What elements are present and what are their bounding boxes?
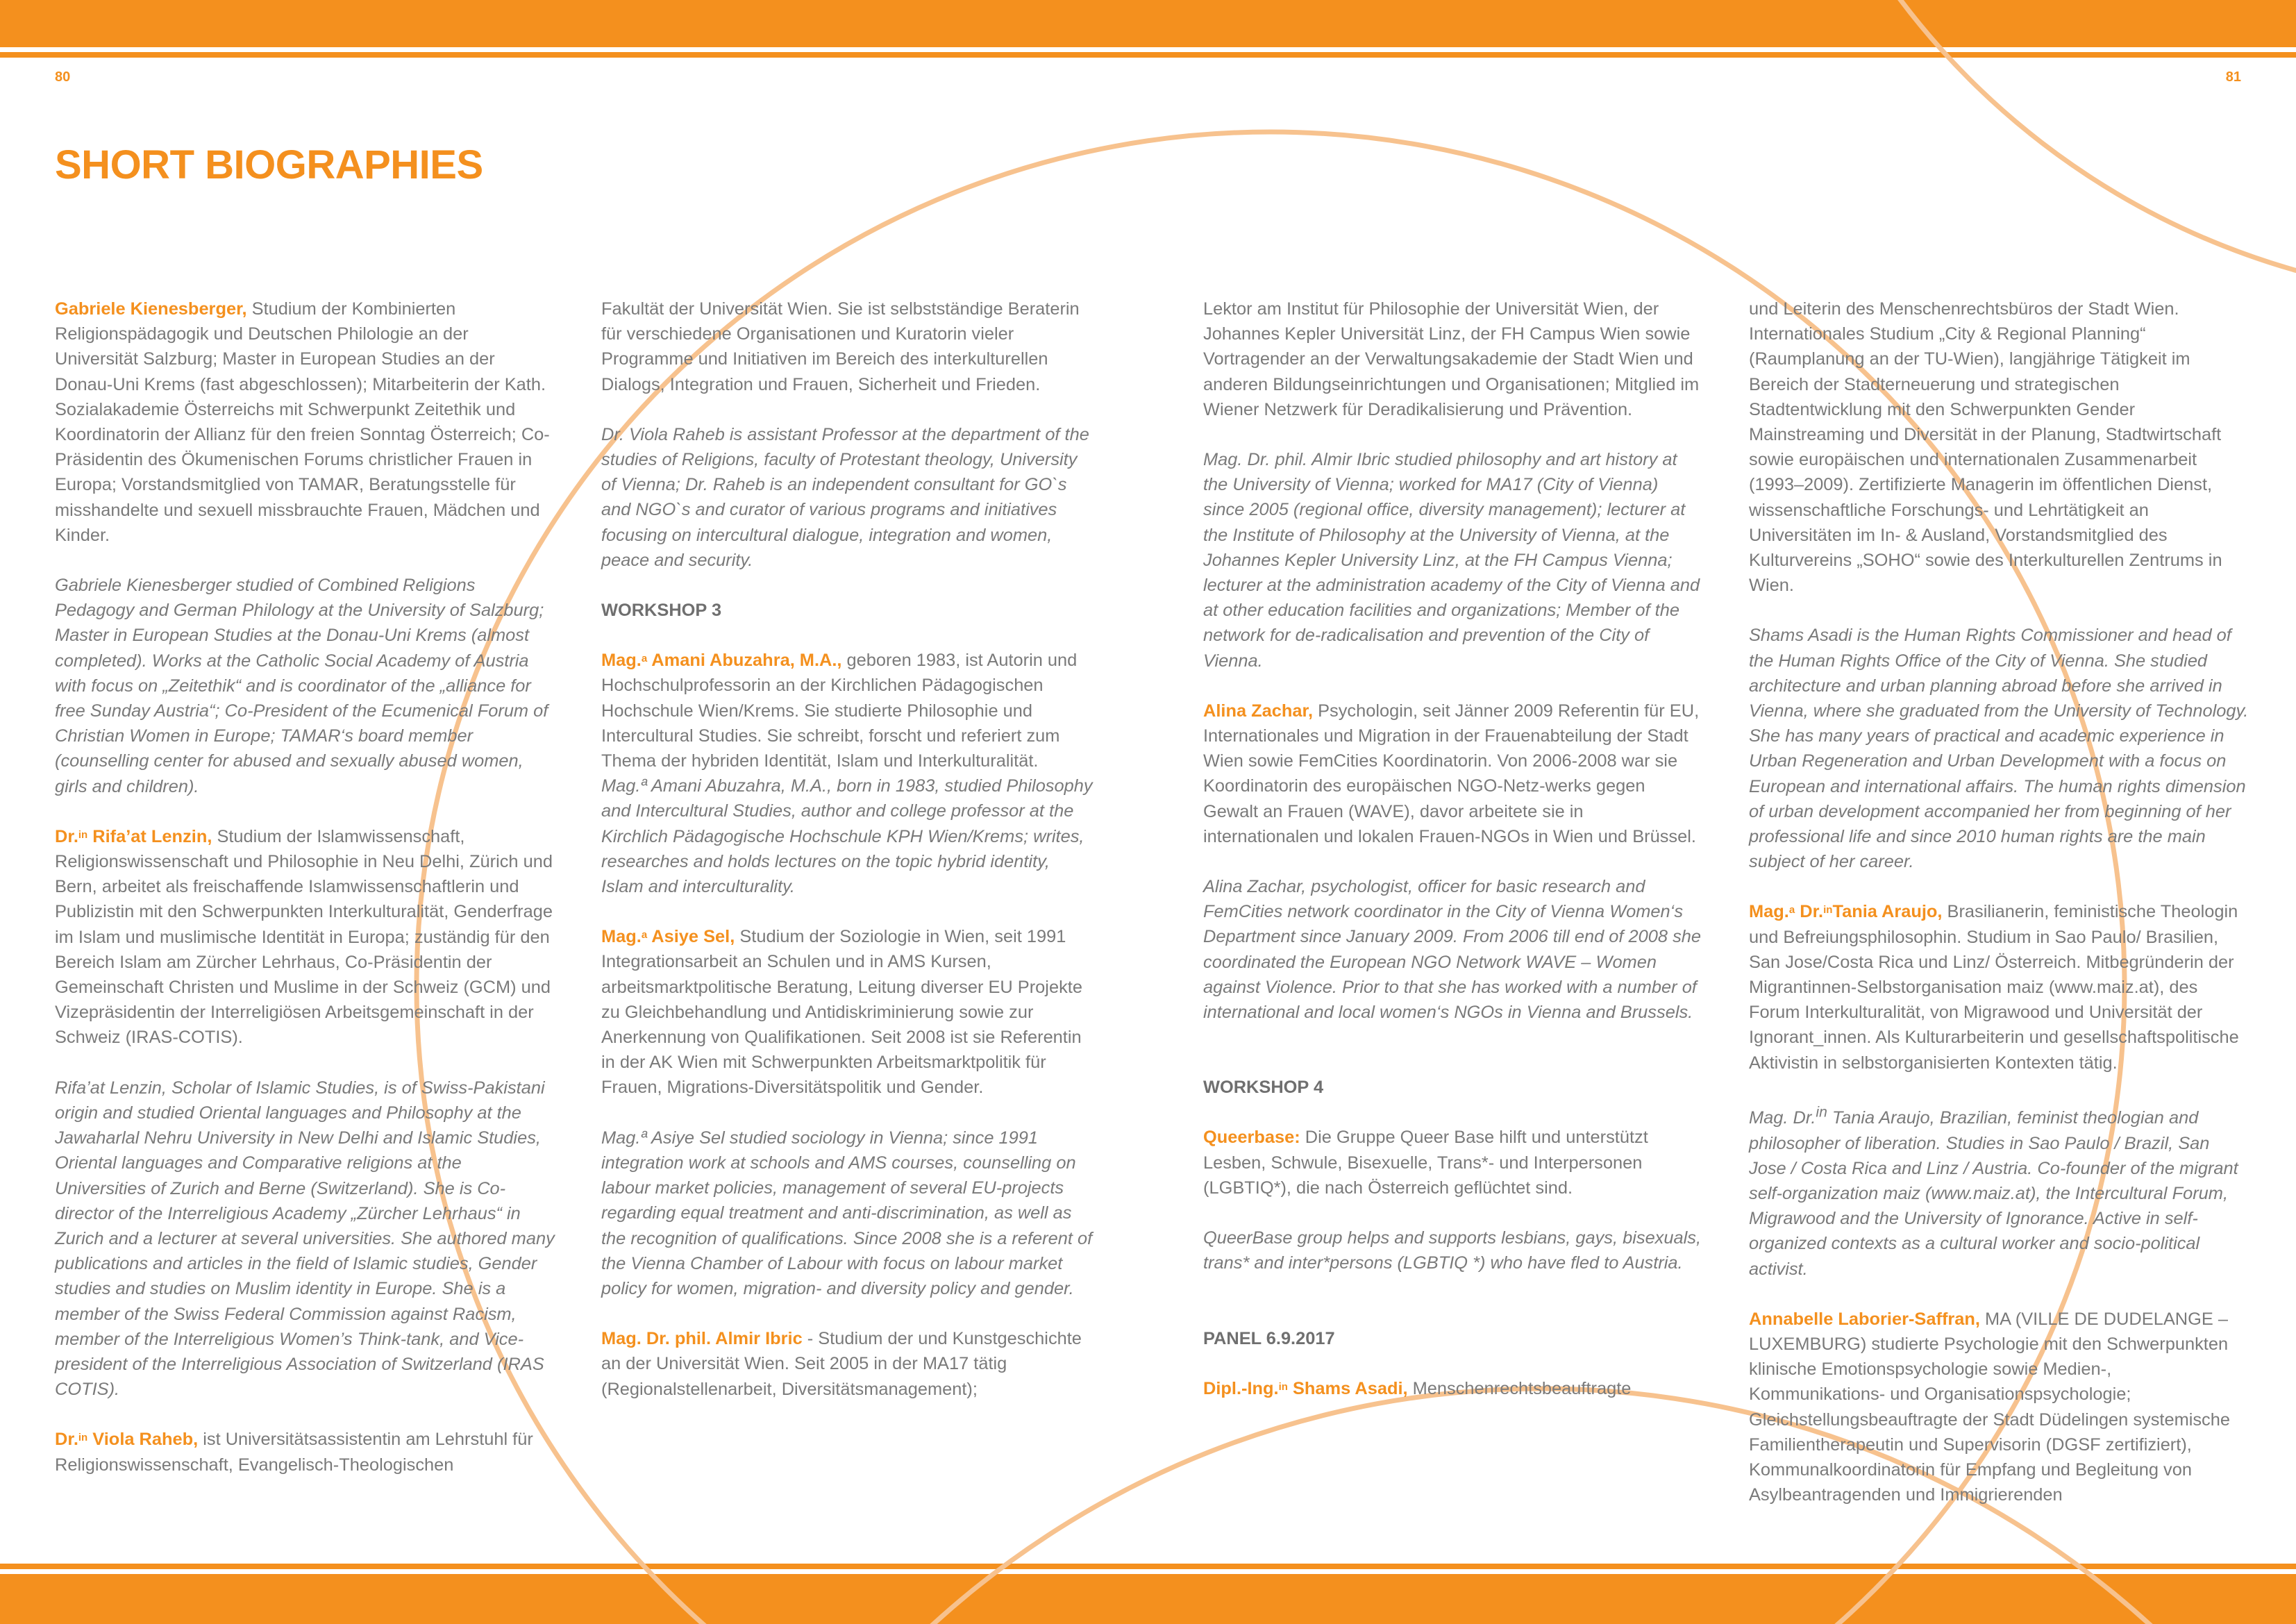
bio-text-en: Dr. Viola Raheb is assistant Professor at the department of the studies of Religions, faculty of Protestant theology, University of Vienna; Dr. Raheb is an independent consultant for GO`s and NGO`s and curator of various programs and initiatives focusing on intercultural dialogue, integration and women, peace and security. bbox=[601, 424, 1089, 570]
bio-text-en: Alina Zachar, psychologist, officer for basic research and FemCities network coordinator in the City of Vienna Women‘s Department since January 2009. From 2006 till end of 2008 she coordinated the European NGO Network WAVE – Women against Violence. Prior to that she has worked with a number of international and local women‘s NGOs in Vienna and Brussels. bbox=[1203, 877, 1702, 1023]
name-text: Shams Asadi, bbox=[1287, 1378, 1408, 1398]
bio-name: Gabriele Kienesberger, bbox=[55, 299, 247, 319]
en-text: Tania Araujo, Brazilian, feminist theologian and philosopher of liberation. Studies in Sao Paulo / Brazil, San Jose / Costa Rica and Linz / Austria. Co-founder of the migrant self-organization maiz (www.maiz.at), the Intercultural Forum, Migrawood and the University of Ignorance. Active in self-organized contexts as a cultural worker and socio-political activist. bbox=[1749, 1108, 2238, 1279]
name-text: Amani Abuzahra, M.A., bbox=[647, 651, 842, 671]
bio-zachar-en bbox=[1203, 874, 1703, 1025]
bio-abuzahra-en bbox=[601, 773, 1094, 899]
name-prefix: Mag. bbox=[601, 651, 642, 671]
name-prefix-sup: a bbox=[641, 653, 648, 665]
bio-asadi-de bbox=[1203, 1376, 1703, 1401]
bio-name: Annabelle Laborier-Saffran, bbox=[1749, 1309, 1980, 1329]
bio-queerbase-de bbox=[1203, 1125, 1703, 1200]
bio-raheb-de bbox=[55, 1427, 555, 1477]
top-band-thick bbox=[0, 0, 2296, 47]
name-prefix-2-sup: in bbox=[1823, 904, 1833, 916]
column-4 bbox=[1749, 296, 2249, 1507]
bio-text: MA (VILLE DE DUDELANGE – LUXEMBURG) studierte Psychologie mit den Schwerpunkten klinische Emotionspsychologie sowie Medien-, Kommunikations- und Organisationspsychologie; Gleichstellungsbeauftragte der Stadt Düdelingen systemische Familientherapeutin und Supervisorin (DGSF zertifiziert), Kommunalkoordinatorin für Empfang und Begleitung von Asylbeantragenden und Immigrierenden bbox=[1749, 1309, 2230, 1505]
name-prefix: Dr. bbox=[55, 826, 78, 846]
bio-raheb-en bbox=[601, 422, 1094, 573]
bio-raheb-de-cont: Fakultät der Universität Wien. Sie ist selbstständige Beraterin für verschiedene Organisationen und Kuratorin vieler Programme und Initiativen im Bereich des interkulturellen Dialogs, Integration und Frauen, Sicherheit und Frieden. bbox=[601, 299, 1080, 394]
name-prefix-sup: in bbox=[78, 828, 88, 841]
name-prefix-2: Dr. bbox=[1795, 902, 1824, 922]
page-number-right: 81 bbox=[2225, 69, 2241, 85]
bio-text: Brasilianerin, feministische Theologin und Befreiungsphilosophin. Studium in Sao Paulo/ Brasilien, San Jose/Costa Rica und Linz/ Österreich. Mitbegründerin der Migrantinnen-Selbstorganisation maiz (www.maiz.at), des Forum Interkulturalität, von Migrawood und Universität der Ignorant_innen. Als Kulturarbeiterin und gesellschaftspolitische Aktivistin in selbstorganisierten Kontexten tätig. bbox=[1749, 902, 2239, 1073]
bio-araujo-en bbox=[1749, 1100, 2249, 1282]
bio-text-en: Rifa’at Lenzin, Scholar of Islamic Studies, is of Swiss-Pakistani origin and studied Oriental languages and Philosophy at the Jawaharlal Nehru University in New Delhi and Islamic Studies, Oriental languages and Comparative religions at the Universities of Zurich and Berne (Switzerland). She is Co-director of the Interreligious Academy „Zürcher Lehrhaus“ in Zurich and a lecturer at several universities. She authored many publications and articles in the field of Islamic studies, Gender studies and studies on Muslim identity in Europe. She is a member of the Swiss Federal Commission against Racism, member of the Interreligious Women’s Think-tank, and Vice-president of the Interreligious Association of Switzerland (IRAS COTIS). bbox=[55, 1078, 555, 1400]
bio-kienesberger-de bbox=[55, 296, 555, 548]
bio-laborier-de bbox=[1749, 1307, 2249, 1508]
page-title: SHORT BIOGRAPHIES bbox=[55, 142, 483, 187]
bio-ibric-de bbox=[601, 1326, 1094, 1402]
bio-queerbase-en bbox=[1203, 1225, 1703, 1275]
section-heading-workshop-3: WORKSHOP 3 bbox=[601, 601, 722, 621]
bio-ibric-de-cont: Lektor am Institut für Philosophie der Universität Wien, der Johannes Kepler Universität Linz, der FH Campus Wien sowie Vortragender an der Verwaltungsakademie der Stadt Wien und anderen Bildungseinrichtungen und Organisationen; Mitglied im Wiener Netzwerk für Deradikalisierung und Prävention. bbox=[1203, 299, 1700, 419]
bio-name bbox=[601, 651, 841, 670]
bio-kienesberger-en bbox=[55, 573, 555, 799]
bio-name bbox=[1203, 1379, 1408, 1398]
bio-name bbox=[55, 1430, 198, 1449]
bio-text: Studium der Soziologie in Wien, seit 1991 Integrationsarbeit an Schulen und in AMS Kursen, arbeitsmarktpolitische Beratung, Leitung diverser EU Projekte zu Gleichbehandlung und Antidiskriminierung sowie zur Anerkennung von Qualifikationen. Seit 2008 ist sie Referentin in der AK Wien mit Schwerpunkten Arbeitsmarktpolitik für Frauen, Migrations-Diversitätspolitik und Gender. bbox=[601, 927, 1082, 1098]
column-2 bbox=[601, 296, 1094, 1402]
bio-text: - Studium der und Kunstgeschichte an der Universität Wien. Seit 2005 in der MA17 tätig (Regionalstellenarbeit, Diversitätsmanagement); bbox=[601, 1329, 1082, 1399]
bio-ibric-en bbox=[1203, 447, 1703, 673]
column-1 bbox=[55, 296, 555, 1477]
bio-text-en: QueerBase group helps and supports lesbians, gays, bisexuals, trans* and inter*persons (LGBTIQ *) who have fled to Austria. bbox=[1203, 1228, 1702, 1273]
bio-asadi-de-cont: und Leiterin des Menschenrechtsbüros der Stadt Wien. Internationales Studium „City & Regional Planning“ (Raumplanung an der TU-Wien), langjährige Tätigkeit im Bereich der Stadterneuerung und strategischen Stadtentwicklung mit den Schwerpunkten Gender Mainstreaming und Diversität in der Planung, Stadtwirtschaft sowie europäischen und internationalen Zusammenarbeit (1993–2009). Zertifizierte Managerin im öffentlichen Dienst, wissenschaftliche Forschungs- und Lehrtätigkeit an Universitäten im In- & Ausland, Vorstandsmitglied des Kulturvereins „SOHO“ sowie des Interkulturellen Zentrums in Wien. bbox=[1749, 299, 2222, 596]
name-prefix-sup: a bbox=[641, 929, 648, 941]
name-text: Tania Araujo, bbox=[1832, 902, 1943, 922]
bio-lenzin-en bbox=[55, 1075, 555, 1403]
name-prefix-sup: in bbox=[78, 1432, 88, 1444]
bio-text: Studium der Kombinierten Religionspädagogik und Deutschen Philologie an der Universität Salzburg; Master in European Studies an der Donau-Uni Krems (fast abgeschlossen); Mitarbeiterin der Kath. Sozialakademie Österreichs mit Schwerpunkt Zeitethik und Koordinatorin der Allianz für den freien Sonntag Österreich; Co-Präsidentin des Ökumenischen Forums christlicher Frauen in Europa; Vorstandsmitglied von TAMAR, Beratungsstelle für misshandelte und sexuell missbrauchte Frauen, Mädchen und Kinder. bbox=[55, 299, 550, 545]
en-prefix-sup: in bbox=[1816, 1104, 1827, 1121]
bio-name: Alina Zachar, bbox=[1203, 701, 1314, 721]
bio-text: geboren 1983, ist Autorin und Hochschulprofessorin an der Kirchlichen Pädagogischen Hochschule Wien/Krems. Sie studierte Philosophie und Intercultural Studies. Sie schreibt, forscht und referiert zum Thema der hybriden Identität, Islam und Interkulturalität. bbox=[601, 651, 1078, 771]
bio-text: ist Universitätsassistentin am Lehrstuhl für Religionswissenschaft, Evangelisch-Theologischen bbox=[55, 1430, 533, 1475]
bio-name bbox=[55, 827, 212, 846]
name-text: Viola Raheb, bbox=[87, 1430, 199, 1450]
bottom-band-thin bbox=[0, 1564, 2296, 1569]
name-text: Asiye Sel, bbox=[647, 927, 735, 947]
bio-abuzahra-de bbox=[601, 648, 1094, 773]
bio-text: Studium der Islamwissenschaft, Religionswissenschaft und Philosophie in Neu Delhi, Zürich und Bern, arbeitet als freischaffende Islamwissenschaftlerin und Publizistin mit den Schwerpunkten Interkulturalität, Genderfrage im Islam und muslimische Identität in Europa; zuständig für den Bereich Islam am Zürcher Lehrhaus, Co-Präsidentin der Gemeinschaft Christen und Muslime in der Schweiz (GCM) und Vizepräsidentin der Interreligiösen Arbeitsgemeinschaft in der Schweiz (IRAS-COTIS). bbox=[55, 826, 553, 1048]
name-prefix: Mag. bbox=[601, 927, 642, 947]
page-number-left: 80 bbox=[55, 69, 71, 85]
bio-araujo-de bbox=[1749, 899, 2249, 1075]
section-heading-workshop-4: WORKSHOP 4 bbox=[1203, 1078, 1324, 1098]
name-text: Rifa’at Lenzin, bbox=[87, 826, 212, 846]
name-prefix: Dipl.-Ing. bbox=[1203, 1378, 1279, 1398]
column-3 bbox=[1203, 296, 1703, 1401]
bio-text-en: Mag. Dr. phil. Almir Ibric studied philosophy and art history at the University of Vienna; worked for MA17 (City of Vienna) since 2005 (regional office, diversity management); lecturer at the Institute of Philosophy at the University of Vienna, at the Johannes Kepler University Linz, at the FH Campus Vienna; lecturer at the administration academy of the City of Vienna and at other education facilities and organizations; Member of the network for de-radicalisation and prevention of the City of Vienna. bbox=[1203, 450, 1700, 671]
bio-lenzin-de bbox=[55, 824, 555, 1050]
top-band-thin bbox=[0, 52, 2296, 58]
name-prefix: Mag. bbox=[1749, 902, 1789, 922]
bio-text-en: Mag.ª Amani Abuzahra, M.A., born in 1983, studied Philosophy and Intercultural Studies, author and college professor at the Kirchlich Pädagogische Hochschule KPH Wien/Krems; writes, researches and holds lectures on the topic hybrid identity, Islam and interculturality. bbox=[601, 776, 1093, 897]
bio-asadi-en bbox=[1749, 623, 2249, 874]
name-prefix-sup: a bbox=[1788, 904, 1795, 916]
bio-text-en: Mag.ª Asiye Sel studied sociology in Vienna; since 1991 integration work at schools and AMS courses, counselling on labour market policies, management of several EU-projects regarding equal treatment and anti-discrimination, as well as the recognition of qualifications. Since 2008 she is a referent of the Vienna Chamber of Labour with focus on labour market policy for women, migration- and diversity policy and gender. bbox=[601, 1128, 1093, 1298]
bio-sel-de bbox=[601, 924, 1094, 1100]
name-prefix: Dr. bbox=[55, 1430, 78, 1450]
bio-name bbox=[1749, 902, 1942, 921]
bio-name: Mag. Dr. phil. Almir Ibric bbox=[601, 1329, 803, 1349]
bio-text: Menschenrechtsbeauftragte bbox=[1407, 1378, 1632, 1398]
bottom-band-thick bbox=[0, 1574, 2296, 1624]
bio-text-en: Gabriele Kienesberger studied of Combined Religions Pedagogy and German Philology at the University of Salzburg; Master in European Studies at the Donau-Uni Krems (almost completed). Works at the Catholic Social Academy of Austria with focus on „Zeitethik“ and is coordinator of the „alliance for free Sunday Austria“; Co-President of the Ecumenical Forum of Christian Women in Europe; TAMAR‘s board member (counselling center for abused and sexually abused women, girls and children). bbox=[55, 576, 548, 796]
section-heading-panel: PANEL 6.9.2017 bbox=[1203, 1328, 1335, 1348]
bio-name: Queerbase: bbox=[1203, 1128, 1300, 1148]
bio-name bbox=[601, 927, 735, 946]
name-prefix-sup: in bbox=[1278, 1380, 1288, 1393]
bio-text-en: Shams Asadi is the Human Rights Commissioner and head of the Human Rights Office of the City of Vienna. She studied architecture and urban planning abroad before she arrived in Vienna, where she graduated from the University of Technology. She has many years of practical and academic experience in Urban Regeneration and Urban Development with a focus on European and international affairs. The human rights dimension of urban development accompanied her from beginning of her professional life and since 2010 human rights are the main subject of her career. bbox=[1749, 626, 2249, 872]
bio-text-en bbox=[1749, 1104, 2238, 1279]
bio-sel-en bbox=[601, 1125, 1094, 1301]
en-prefix: Mag. Dr. bbox=[1749, 1108, 1816, 1128]
bio-zachar-de bbox=[1203, 698, 1703, 849]
bio-text: Psychologin, seit Jänner 2009 Referentin für EU, Internationales und Migration in der Frauenabteilung der Stadt Wien sowie FemCities Koordinatorin. Von 2006-2008 war sie Koordinatorin des europäischen NGO-Netz-werks gegen Gewalt an Frauen (WAVE), davor arbeitete sie in internationalen und lokalen Frauen-NGOs in Wien und Brüssel. bbox=[1203, 701, 1700, 846]
bio-text: Die Gruppe Queer Base hilft und unterstützt Lesben, Schwule, Bisexuelle, Trans*- und Interpersonen (LGBTIQ*), die nach Österreich geflüchtet sind. bbox=[1203, 1128, 1648, 1198]
